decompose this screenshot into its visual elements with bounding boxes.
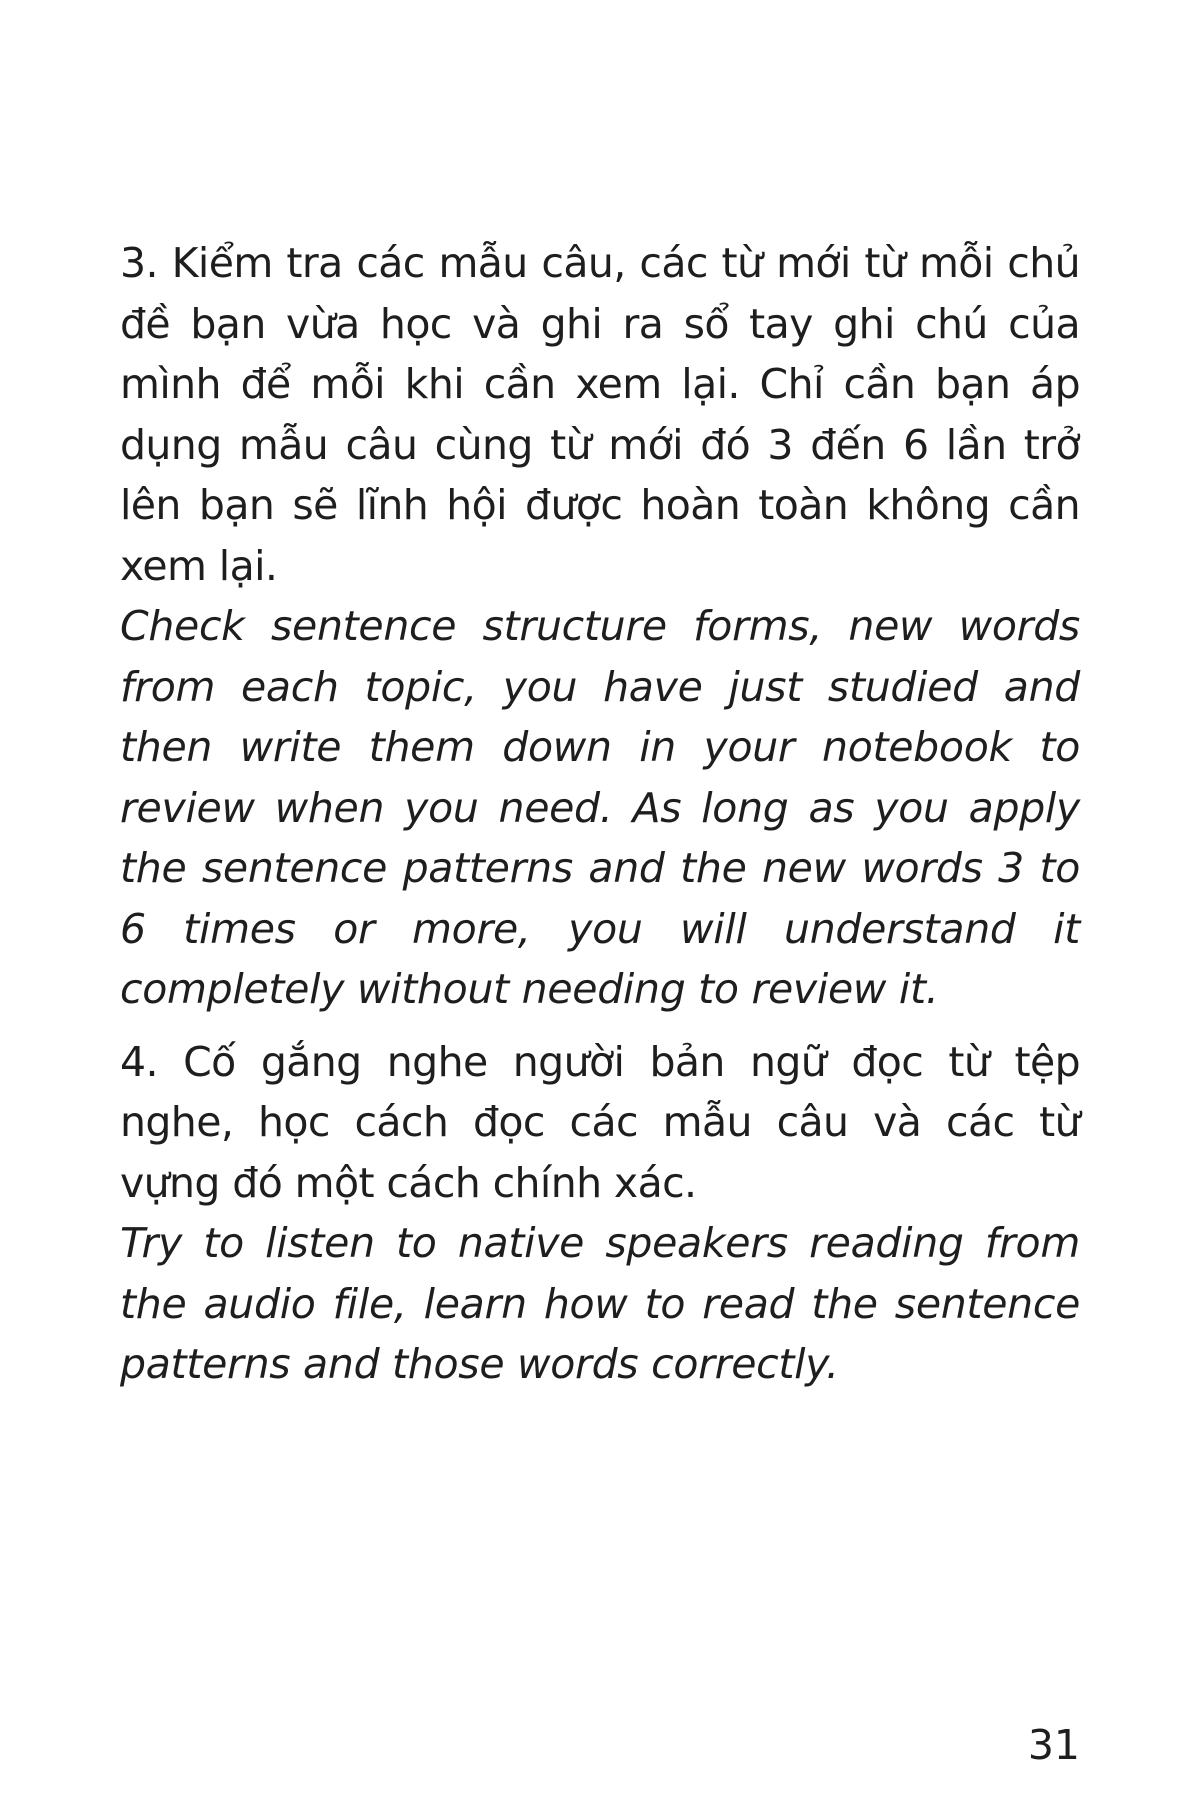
section-gap bbox=[120, 1020, 1080, 1032]
step-3-vietnamese: 3. Kiểm tra các mẫu câu, các từ mới từ mỗi chủ đề bạn vừa học và ghi ra sổ tay ghi chú của mình để mỗi khi cần xem lại. Chỉ cần bạn áp dụng mẫu câu cùng từ mới đó 3 đến 6 lần trở lên bạn sẽ lĩnh hội được hoàn toàn không cần xem lại. bbox=[120, 239, 1080, 590]
step-3-english: Check sentence structure forms, new words from each topic, you have just studied and then write them down in your notebook to review when you need. As long as you apply the sentence patterns and the new words 3 to 6 times or more, you will understand it completely without needing to review it. bbox=[120, 602, 1080, 1013]
step-4-english: Try to listen to native speakers reading from the audio file, learn how to read the sentence patterns and those words correctly. bbox=[120, 1219, 1080, 1388]
step-4-vietnamese: 4. Cố gắng nghe người bản ngữ đọc từ tệp nghe, học cách đọc các mẫu câu và các từ vựng đó một cách chính xác. bbox=[120, 1037, 1080, 1207]
page-number: 31 bbox=[1027, 1721, 1080, 1769]
page-content bbox=[120, 233, 1080, 1395]
